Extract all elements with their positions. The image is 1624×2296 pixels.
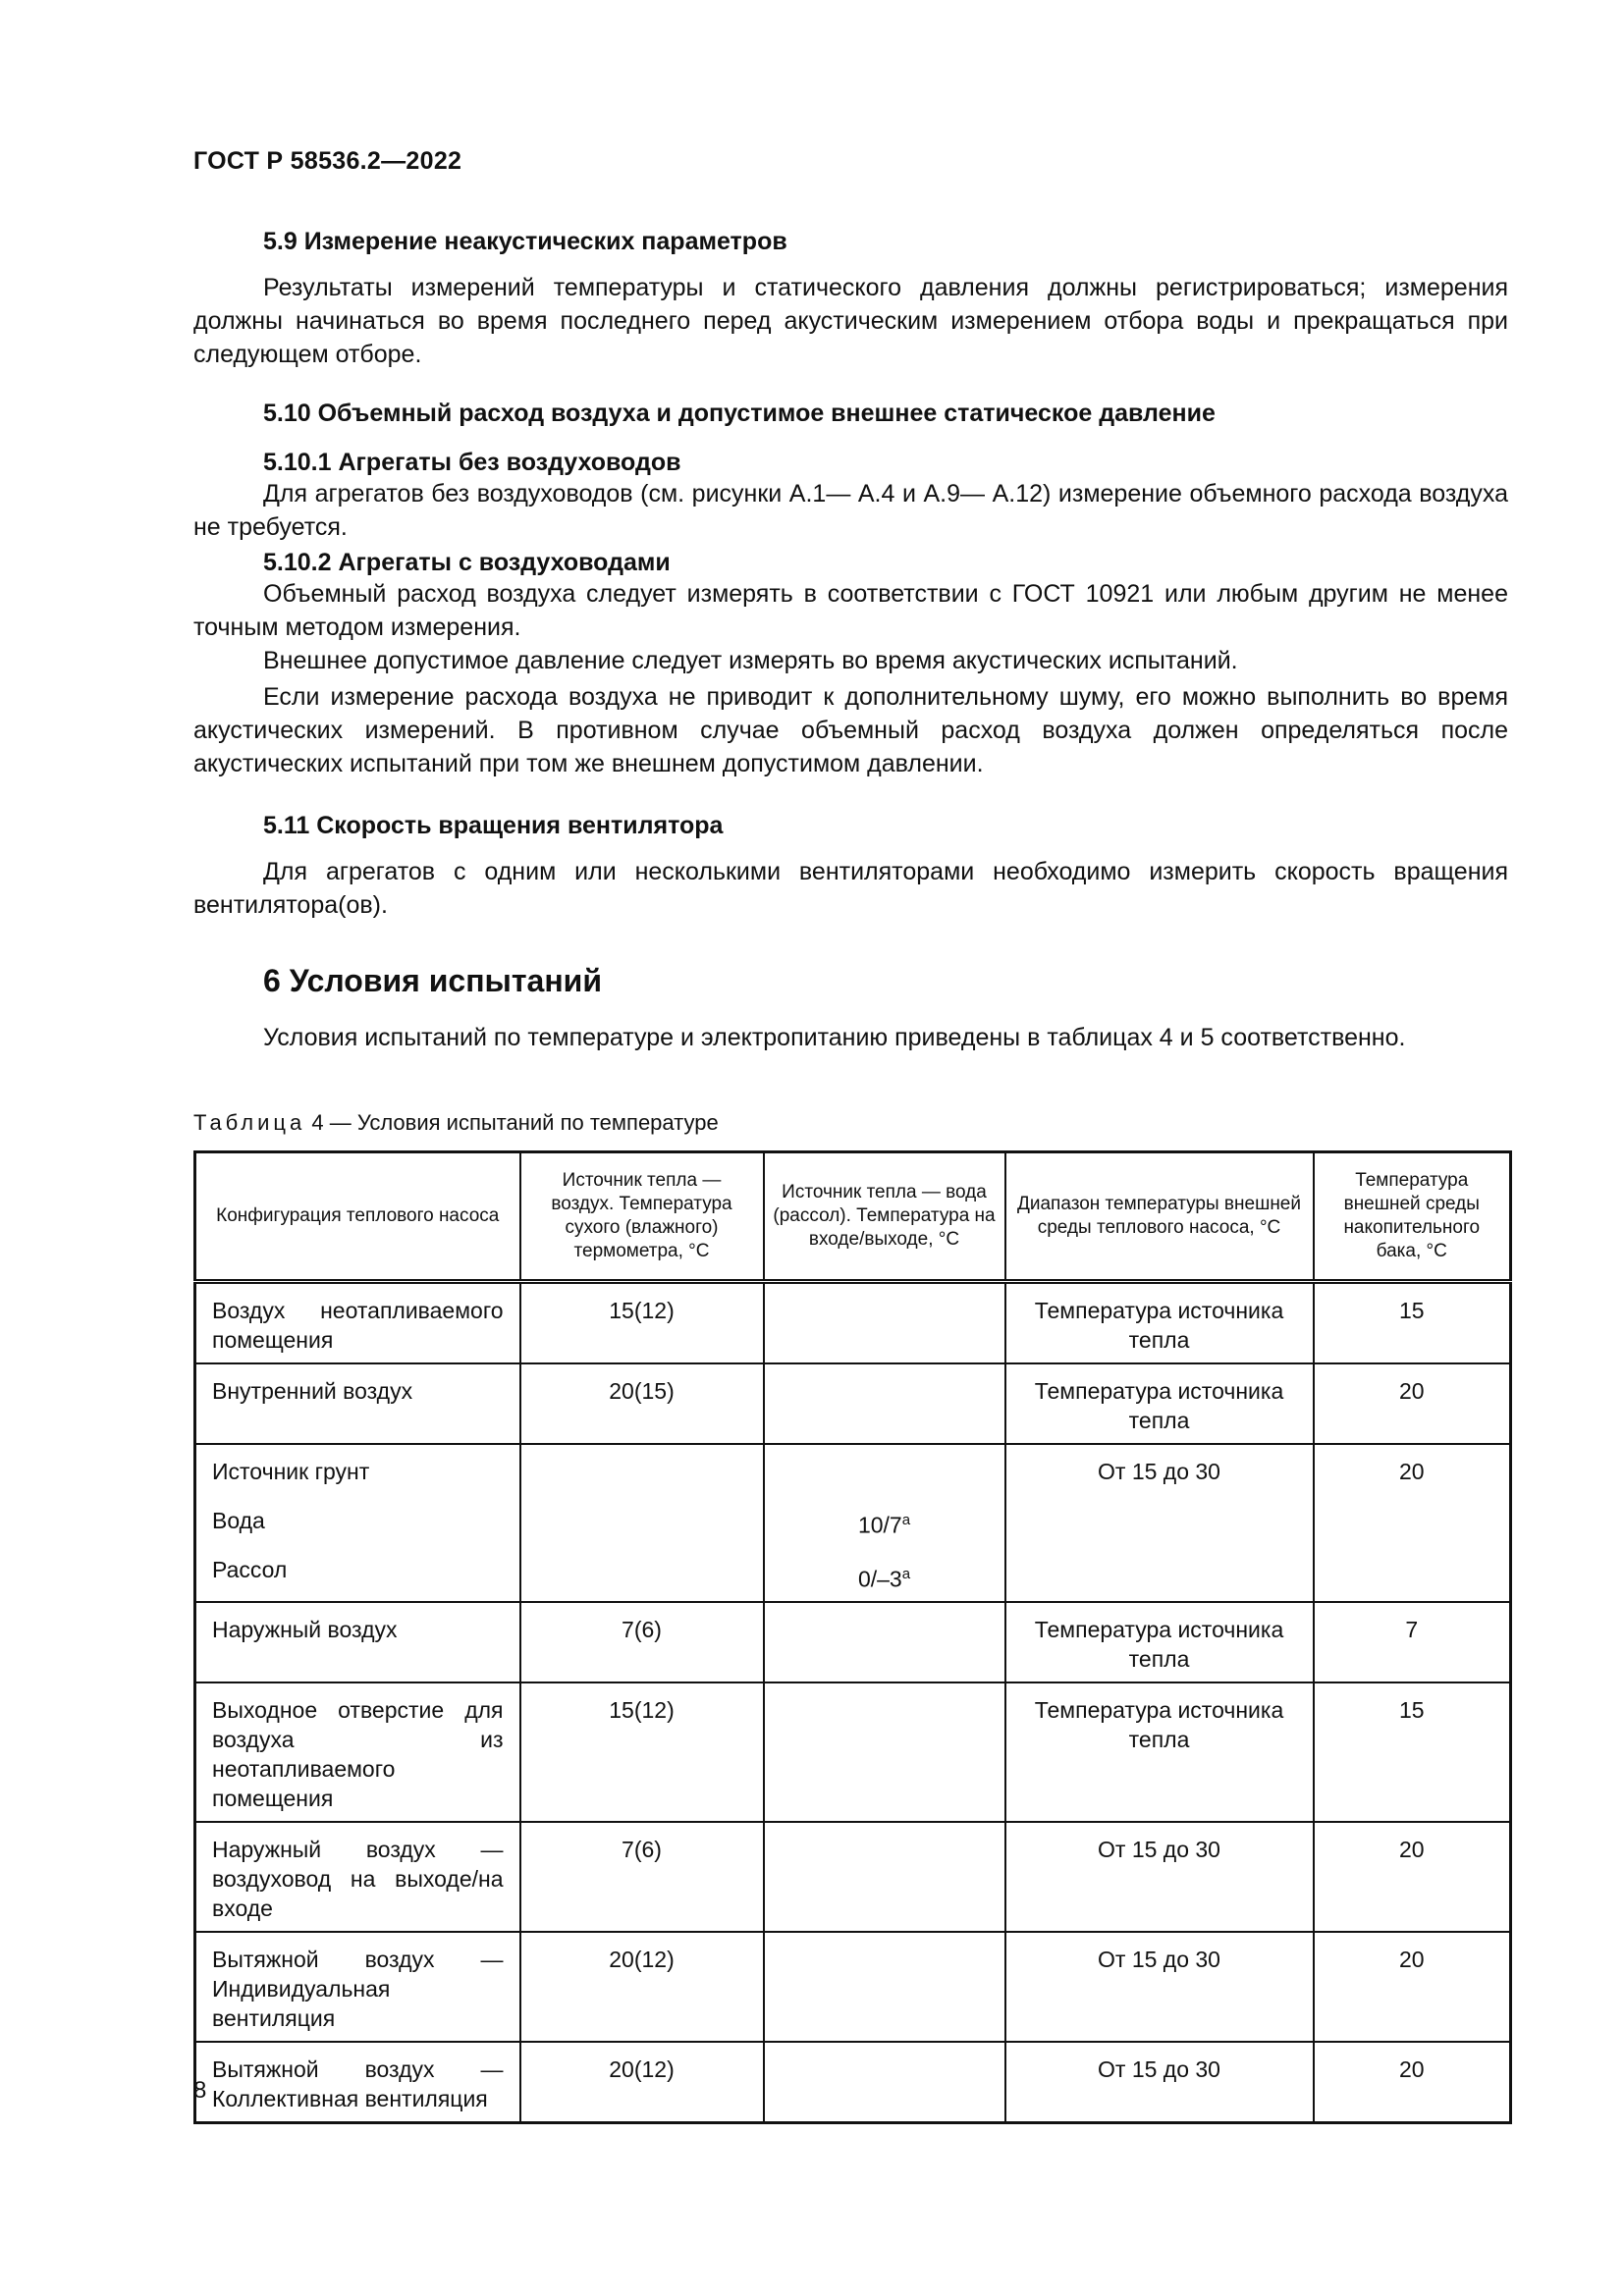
cell-ambient-range: От 15 до 30: [1005, 1932, 1314, 2042]
table-row: [195, 1602, 1511, 1682]
cell-water-temperature: [764, 1822, 1005, 1932]
cell-water-temperature: [764, 1282, 1005, 1364]
section-6-paragraph: Условия испытаний по температуре и электропитанию приведены в таблицах 4 и 5 соответственно.: [263, 1024, 1406, 1051]
water-temperature-value: 10/7$^a$: [857, 1512, 911, 1538]
cell-configuration: [195, 1444, 520, 1602]
table-row: [195, 1444, 1511, 1602]
section-6-heading: 6 Условия испытаний: [263, 963, 602, 998]
cell-configuration: Выходное отверстие для воздуха из неотапливаемого помещения: [195, 1682, 520, 1822]
cell-water-temperature: [764, 1444, 1005, 1602]
cell-tank-temperature: 15: [1314, 1682, 1511, 1822]
col-header-air-source: Источник тепла — воздух. Температура сухого (влажного) термометра, °С: [520, 1152, 764, 1282]
cell-tank-temperature: 7: [1314, 1602, 1511, 1682]
footnote-marker: a: [901, 1512, 911, 1528]
section-5-10-2-paragraph-1: Объемный расход воздуха следует измерять в соответствии с ГОСТ 10921 или любым другим не менее точным методом измерения.: [193, 580, 1508, 641]
cell-ambient-range: Температура источника тепла: [1005, 1282, 1314, 1364]
section-5-10-1-paragraph: Для агрегатов без воздуховодов (см. рисунки А.1— А.4 и А.9— А.12) измерение объемного расхода воздуха не требуется.: [193, 480, 1508, 541]
table-row: [195, 2042, 1511, 2123]
cell-ambient-range: От 15 до 30: [1005, 1822, 1314, 1932]
section-5-10-2-paragraph-2: Внешнее допустимое давление следует измерять во время акустических испытаний.: [263, 647, 1238, 674]
table-row: [195, 1363, 1511, 1444]
cell-configuration: Вытяжной воздух — Коллективная вентиляция: [195, 2042, 520, 2123]
cell-tank-temperature: 20: [1314, 1363, 1511, 1444]
cell-ambient-range: От 15 до 30: [1005, 1444, 1314, 1602]
page-number: 8: [193, 2077, 207, 2104]
table-caption-text: 4 — Условия испытаний по температуре: [305, 1110, 719, 1135]
cell-configuration: Внутренний воздух: [195, 1363, 520, 1444]
table-caption-label: Таблица: [193, 1110, 306, 1135]
table-4-caption: [193, 1110, 719, 1136]
table-header-row: [195, 1152, 1511, 1282]
cell-air-temperature: 15(12): [520, 1282, 764, 1364]
table-row: [195, 1282, 1511, 1364]
cell-water-temperature: [764, 1682, 1005, 1822]
cell-configuration: Наружный воздух: [195, 1602, 520, 1682]
section-5-11-heading: 5.11 Скорость вращения вентилятора: [263, 812, 724, 839]
cell-tank-temperature: 20: [1314, 2042, 1511, 2123]
document-id: ГОСТ Р 58536.2—2022: [193, 147, 462, 175]
section-5-10-1-heading: 5.10.1 Агрегаты без воздуховодов: [263, 449, 681, 476]
cell-air-temperature: 20(15): [520, 1363, 764, 1444]
cell-tank-temperature: 20: [1314, 1932, 1511, 2042]
footnote-marker: a: [901, 1565, 911, 1582]
cell-air-temperature: 7(6): [520, 1822, 764, 1932]
col-header-configuration: Конфигурация теплового насоса: [195, 1152, 520, 1282]
cell-configuration: Воздух неотапливаемого помещения: [195, 1282, 520, 1364]
section-5-10-2-heading: 5.10.2 Агрегаты с воздуховодами: [263, 549, 671, 576]
water-label: Вода: [212, 1508, 265, 1533]
table-row: [195, 1822, 1511, 1932]
cell-ambient-range: Температура источника тепла: [1005, 1602, 1314, 1682]
table-row: [195, 1932, 1511, 2042]
cell-air-temperature: 20(12): [520, 1932, 764, 2042]
section-5-11-paragraph: Для агрегатов с одним или несколькими вентиляторами необходимо измерить скорость вращения вентилятора(ов).: [193, 858, 1508, 919]
brine-temperature-value: 0/–3$^a$: [857, 1565, 911, 1592]
cell-ambient-range: Температура источника тепла: [1005, 1682, 1314, 1822]
cell-water-temperature: [764, 1602, 1005, 1682]
cell-water-temperature: [764, 2042, 1005, 2123]
table-row: [195, 1682, 1511, 1822]
cell-tank-temperature: 15: [1314, 1282, 1511, 1364]
section-5-9-heading: 5.9 Измерение неакустических параметров: [263, 228, 787, 255]
col-header-water-source: Источник тепла — вода (рассол). Температура на входе/выходе, °С: [764, 1152, 1005, 1282]
cell-ambient-range: От 15 до 30: [1005, 2042, 1314, 2123]
section-5-10-heading: 5.10 Объемный расход воздуха и допустимое внешнее статическое давление: [263, 400, 1216, 427]
cell-air-temperature: 15(12): [520, 1682, 764, 1822]
section-5-10-2-paragraph-3: Если измерение расхода воздуха не приводит к дополнительному шуму, его можно выполнить во время акустических измерений. В противном случае объемный расход воздуха должен определяться после акустических испытаний при том же внешнем допустимом давлении.: [193, 683, 1508, 777]
cell-water-temperature: [764, 1363, 1005, 1444]
ground-source-label: Источник грунт: [212, 1459, 370, 1484]
brine-label: Рассол: [212, 1557, 288, 1582]
section-5-9-paragraph: Результаты измерений температуры и статического давления должны регистрироваться; измерения должны начинаться во время последнего перед акустическим измерением отбора воды и прекращаться при следующем отборе.: [193, 274, 1508, 368]
table-4: [193, 1150, 1512, 2124]
cell-configuration: Наружный воздух — воздуховод на выходе/на входе: [195, 1822, 520, 1932]
cell-air-temperature: 20(12): [520, 2042, 764, 2123]
cell-water-temperature: [764, 1932, 1005, 2042]
cell-tank-temperature: 20: [1314, 1444, 1511, 1602]
cell-configuration: Вытяжной воздух — Индивидуальная вентиляция: [195, 1932, 520, 2042]
cell-tank-temperature: 20: [1314, 1822, 1511, 1932]
cell-ambient-range: Температура источника тепла: [1005, 1363, 1314, 1444]
cell-air-temperature: [520, 1444, 764, 1602]
col-header-tank-temperature: Температура внешней среды накопительного бака, °С: [1314, 1152, 1511, 1282]
col-header-ambient-range: Диапазон температуры внешней среды теплового насоса, °С: [1005, 1152, 1314, 1282]
cell-air-temperature: 7(6): [520, 1602, 764, 1682]
